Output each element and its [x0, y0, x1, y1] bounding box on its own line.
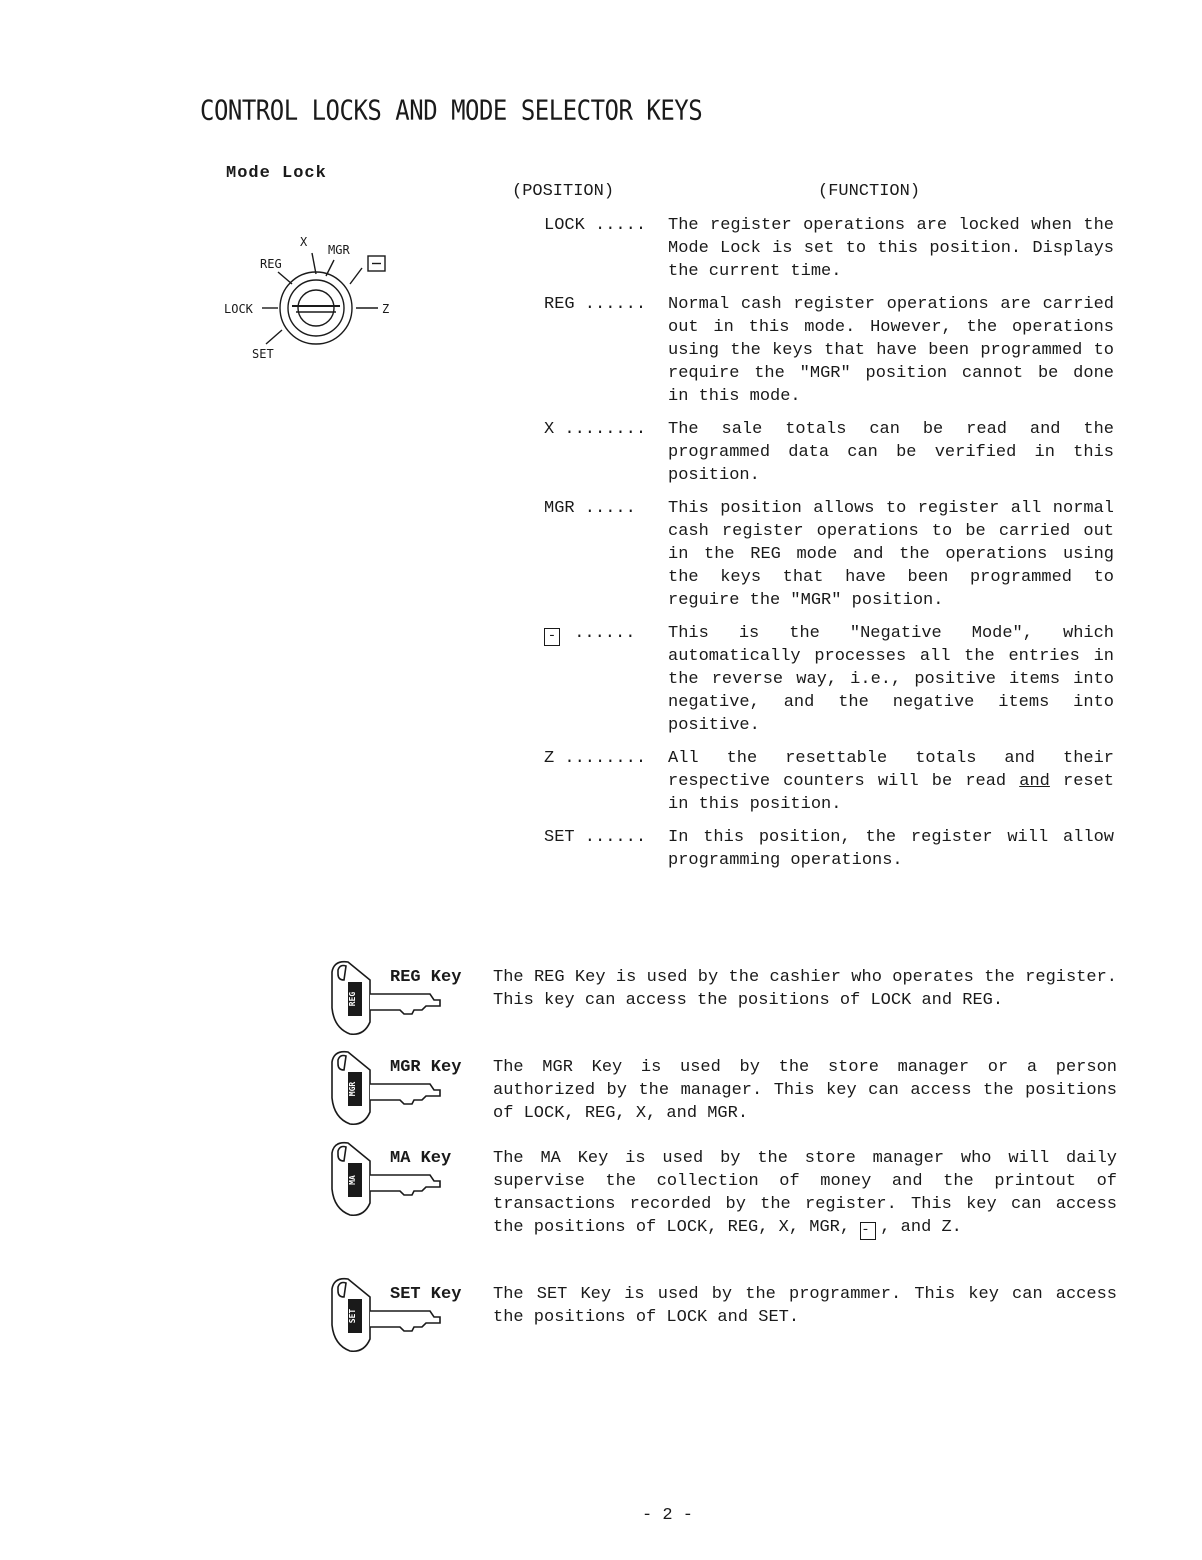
negative-mode-icon: -: [544, 628, 560, 646]
function-text-underlined: and: [1019, 772, 1050, 791]
dial-label-set: SET: [252, 347, 274, 361]
key-tag: REG: [348, 991, 357, 1007]
key-name: MA Key: [390, 1149, 452, 1168]
key-tag: SET: [348, 1308, 357, 1324]
dial-label-mgr: MGR: [328, 243, 350, 257]
table-row: [544, 293, 1119, 408]
table-row: [544, 497, 1119, 612]
dial-label-lock: LOCK: [224, 302, 253, 316]
key-description: The SET Key is used by the programmer. This key can access the positions of LOCK and SET.: [493, 1285, 1117, 1327]
table-row: [544, 214, 1119, 283]
position-name: X ........: [544, 420, 647, 439]
table-row: [544, 622, 1119, 737]
position-name: MGR .....: [544, 499, 636, 518]
position-function: This position allows to register all normal cash register operations to be carried out in the REG mode and the operations using the keys that have been programmed to reguire the "MGR" position.: [668, 499, 1114, 610]
position-column-header: (POSITION): [512, 182, 615, 201]
function-text: All the resettable totals and their respective counters will be read: [668, 749, 1114, 791]
position-function: The sale totals can be read and the programmed data can be verified in this position.: [668, 420, 1114, 485]
position-name: REG ......: [544, 295, 647, 314]
key-description: [493, 1147, 1117, 1240]
page-number: - 2 -: [642, 1506, 694, 1525]
key-name: REG Key: [390, 968, 462, 987]
key-name: MGR Key: [390, 1058, 462, 1077]
key-tag: MGR: [348, 1081, 357, 1097]
key-name: SET Key: [390, 1285, 462, 1304]
position-function: The register operations are locked when the Mode Lock is set to this position. Displays the current time.: [668, 216, 1114, 281]
table-row: [544, 747, 1119, 816]
key-description: The REG Key is used by the cashier who operates the register. This key can access the positions of LOCK and REG.: [493, 968, 1117, 1010]
position-name: [544, 622, 668, 737]
position-function: This is the "Negative Mode", which automatically processes all the entries in the reverse way, i.e., positive items into negative, and the negative items into positive.: [668, 624, 1114, 735]
position-function: Normal cash register operations are carried out in this mode. However, the operations using the keys that have been programmed to require the "MGR" position cannot be done in this mode.: [668, 295, 1114, 406]
key-description: The MGR Key is used by the store manager or a person authorized by the manager. This key can access the positions of LOCK, REG, X, and MGR.: [493, 1058, 1117, 1123]
dial-label-x: X: [300, 235, 308, 249]
key-description-text: The MA Key is used by the store manager who will daily supervise the collection of money and the printout of transactions recorded by the register. This key can access the positions of LOCK, REG, X, MGR,: [493, 1149, 1117, 1237]
position-function: [668, 747, 1114, 816]
position-function-table: [544, 214, 1119, 882]
position-dots: ......: [574, 624, 636, 643]
dial-label-reg: REG: [260, 257, 282, 271]
key-tag: MA: [348, 1175, 357, 1185]
position-name: LOCK .....: [544, 216, 647, 235]
key-description-text: , and Z.: [880, 1218, 962, 1237]
position-name: Z ........: [544, 749, 647, 768]
function-text: reset in this position.: [668, 772, 1115, 814]
negative-mode-icon: -: [860, 1222, 876, 1240]
position-name: SET ......: [544, 828, 647, 847]
dial-outer-ring: [280, 272, 352, 344]
page-title: CONTROL LOCKS AND MODE SELECTOR KEYS: [200, 94, 703, 127]
mode-lock-dial-diagram: [218, 226, 408, 366]
table-row: [544, 826, 1119, 872]
dial-label-z: Z: [382, 302, 390, 316]
position-function: In this position, the register will allow programming operations.: [668, 828, 1114, 870]
mode-lock-heading: Mode Lock: [226, 164, 327, 183]
function-column-header: (FUNCTION): [818, 182, 921, 201]
table-row: [544, 418, 1119, 487]
